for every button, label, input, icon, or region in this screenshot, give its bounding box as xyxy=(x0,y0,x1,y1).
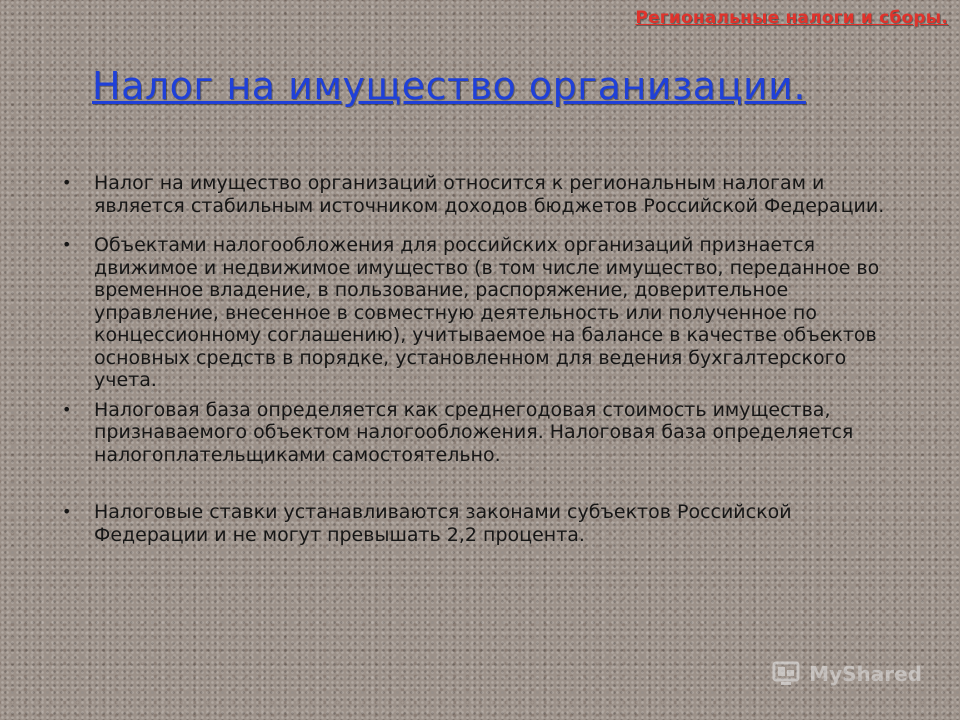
list-item xyxy=(60,172,906,217)
bullet-icon: • xyxy=(62,399,72,419)
list-item-text: Налоговая база определяется как среднегодовая стоимость имущества, признаваемого объектом налогообложения. Налоговая база определяется налогоплательщиками самостоятельно. xyxy=(94,398,854,466)
bullet-icon: • xyxy=(62,502,72,521)
list-item xyxy=(60,234,906,392)
list-item-text: Налоговые ставки устанавливаются законами субъектов Российской Федерации и не могут превышать 2,2 процента. xyxy=(94,501,792,546)
list-item xyxy=(60,501,906,546)
list-item xyxy=(60,399,906,467)
slide-title[interactable]: Налог на имущество организации. xyxy=(92,64,806,108)
watermark xyxy=(771,660,922,688)
bullet-list xyxy=(60,172,906,546)
bullet-icon: • xyxy=(62,235,72,254)
list-item-text: Налог на имущество организаций относится к региональным налогам и является стабильным источником доходов бюджетов Российской Федерации. xyxy=(94,172,885,217)
myshared-logo-icon xyxy=(771,660,801,688)
list-item-text: Объектами налогообложения для российских организаций признается движимое и недвижимое имущество (в том числе имущество, переданное во временное владение, в пользование, распоряжение, доверительное управление, внесенное в совместную деятельность или полученное по концессионному соглашению), учитываемое на балансе в качестве объектов основных средств в порядке, установленном для ведения бухгалтерского учета. xyxy=(94,234,880,391)
watermark-text: MyShared xyxy=(809,662,922,686)
regional-taxes-link[interactable]: Региональные налоги и сборы. xyxy=(635,8,948,28)
bullet-icon: • xyxy=(62,173,72,192)
